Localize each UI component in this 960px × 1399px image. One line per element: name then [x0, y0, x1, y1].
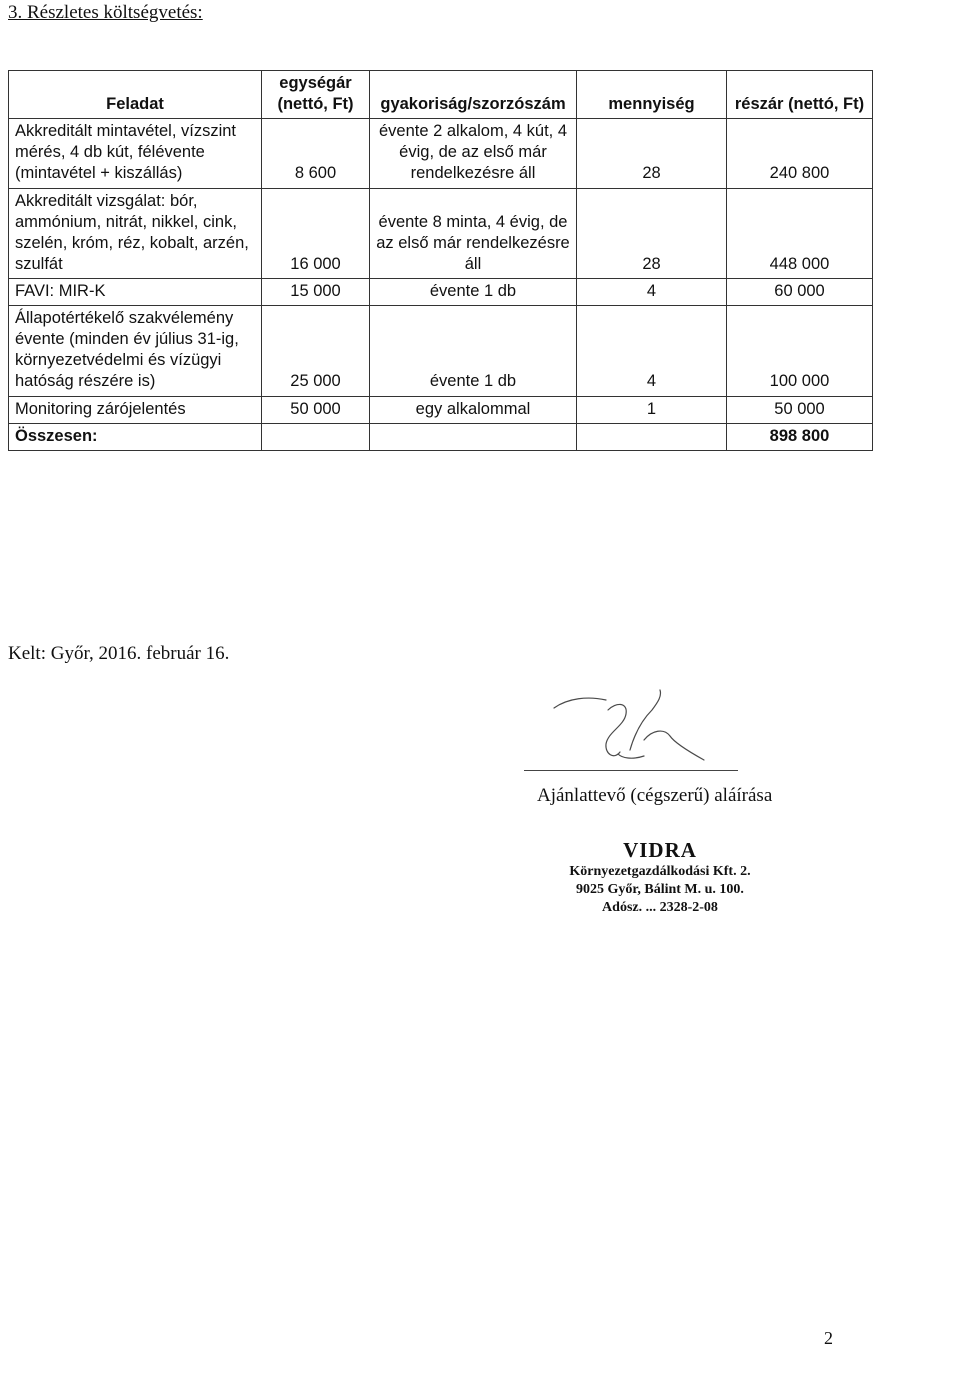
cell-frequency: egy alkalommal	[370, 396, 577, 423]
header-unit-price: egységár (nettó, Ft)	[262, 71, 370, 119]
stamp-line: Adósz. ... 2328-2-08	[602, 900, 718, 915]
budget-table	[8, 70, 873, 451]
cell-unit-price: 8 600	[262, 119, 370, 188]
table-row	[9, 119, 873, 188]
cell-frequency: évente 1 db	[370, 306, 577, 396]
table-row	[9, 306, 873, 396]
header-subtotal: részár (nettó, Ft)	[727, 71, 873, 119]
total-value: 898 800	[727, 423, 873, 450]
table-row	[9, 278, 873, 305]
total-label: Összesen:	[9, 423, 262, 450]
cell-frequency: évente 1 db	[370, 278, 577, 305]
stamp-line: Környezetgazdálkodási Kft. 2.	[569, 864, 751, 879]
cell-subtotal: 240 800	[727, 119, 873, 188]
cell-subtotal: 448 000	[727, 188, 873, 278]
cell-quantity: 28	[577, 119, 727, 188]
table-header-row	[9, 71, 873, 119]
date-line: Kelt: Győr, 2016. február 16.	[8, 643, 230, 664]
cell-task: Akkreditált vizsgálat: bór, ammónium, nitrát, nikkel, cink, szelén, króm, réz, kobalt, arzén, szulfát	[9, 188, 262, 278]
table-total-row	[9, 423, 873, 450]
header-quantity: mennyiség	[577, 71, 727, 119]
cell-unit-price: 25 000	[262, 306, 370, 396]
cell-quantity: 4	[577, 278, 727, 305]
signature-mark	[548, 680, 728, 775]
cell-unit-price: 50 000	[262, 396, 370, 423]
header-task: Feladat	[9, 71, 262, 119]
cell-task: Akkreditált mintavétel, vízszint mérés, 4 db kút, félévente (mintavétel + kiszállás)	[9, 119, 262, 188]
cell-unit-price: 16 000	[262, 188, 370, 278]
section-title: 3. Részletes költségvetés:	[8, 2, 203, 23]
empty-cell	[577, 423, 727, 450]
cell-quantity: 28	[577, 188, 727, 278]
cell-unit-price: 15 000	[262, 278, 370, 305]
empty-cell	[262, 423, 370, 450]
cell-subtotal: 100 000	[727, 306, 873, 396]
cell-frequency: évente 2 alkalom, 4 kút, 4 évig, de az első már rendelkezésre áll	[370, 119, 577, 188]
company-stamp	[530, 838, 790, 917]
table-row	[9, 188, 873, 278]
cell-task: Monitoring zárójelentés	[9, 396, 262, 423]
cell-task: Állapotértékelő szakvélemény évente (minden év július 31-ig, környezetvédelmi és vízügyi hatóság részére is)	[9, 306, 262, 396]
cell-subtotal: 50 000	[727, 396, 873, 423]
cell-quantity: 4	[577, 306, 727, 396]
stamp-name: VIDRA	[623, 838, 697, 862]
cell-subtotal: 60 000	[727, 278, 873, 305]
empty-cell	[370, 423, 577, 450]
signature-caption: Ajánlattevő (cégszerű) aláírása	[537, 785, 773, 806]
cell-task: FAVI: MIR-K	[9, 278, 262, 305]
signature-line	[524, 770, 738, 771]
header-frequency: gyakoriság/szorzószám	[370, 71, 577, 119]
cell-frequency: évente 8 minta, 4 évig, de az első már rendelkezésre áll	[370, 188, 577, 278]
stamp-line: 9025 Győr, Bálint M. u. 100.	[576, 882, 744, 897]
table-row	[9, 396, 873, 423]
cell-quantity: 1	[577, 396, 727, 423]
page-number: 2	[824, 1328, 833, 1348]
